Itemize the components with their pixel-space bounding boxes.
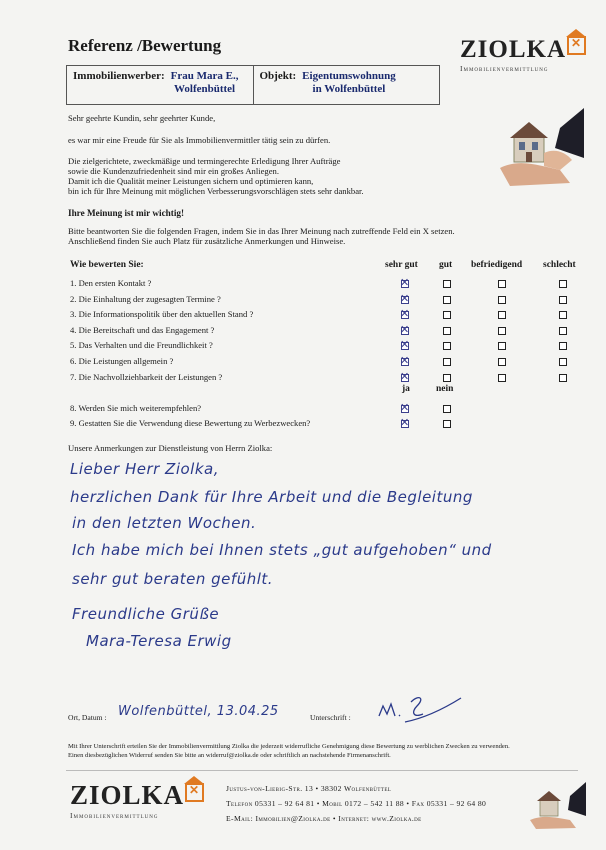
place-date-value: Wolfenbüttel, 13.04.25 — [118, 704, 279, 719]
rating-checkbox[interactable] — [443, 342, 451, 350]
footer-house-hands-illustration — [530, 782, 586, 830]
rating-checkbox[interactable] — [498, 296, 506, 304]
question-text: 7. Die Nachvollziehbarkeit der Leistungen ? — [70, 371, 223, 382]
buyer-label: Immobilienwerber: — [73, 70, 165, 82]
rating-checkbox[interactable] — [559, 296, 567, 304]
rating-checkbox[interactable] — [443, 296, 451, 304]
col-schlecht: schlecht — [543, 260, 576, 270]
house-logo-icon — [567, 36, 586, 55]
yes-no-question-text: 8. Werden Sie mich weiterempfehlen? — [70, 403, 202, 413]
footer-note-2: Einen diesbezüglichen Widerruf senden Sie bitte an widerruf@ziolka.de oder schriftlich an nachstehende Firmenanschrift. — [68, 752, 391, 759]
rating-checkbox[interactable] — [401, 327, 409, 335]
survey-heading: Wie bewerten Sie: — [70, 260, 144, 270]
question-text: 2. Die Einhaltung der zugesagten Termine ? — [70, 293, 221, 304]
object-label: Objekt: — [259, 70, 297, 82]
para-line-3: Damit ich die Qualität meiner Leistungen sichern und optimieren kann, — [68, 176, 314, 186]
rating-checkbox[interactable] — [443, 358, 451, 366]
rating-checkbox[interactable] — [498, 311, 506, 319]
footer-house-icon — [185, 783, 204, 802]
question-text: 3. Die Informationspolitik über den aktuellen Stand ? — [70, 309, 254, 320]
rating-checkbox[interactable] — [559, 311, 567, 319]
rating-checkbox[interactable] — [401, 296, 409, 304]
question-text: 6. Die Leistungen allgemein ? — [70, 356, 174, 366]
instruction-1: Bitte beantworten Sie die folgenden Fragen, indem Sie in das Ihrer Meinung nach zutreffende Feld ein X setzen. — [68, 226, 455, 236]
yes-no-checkbox[interactable] — [401, 405, 409, 413]
greeting: Sehr geehrte Kundin, sehr geehrter Kunde, — [68, 113, 216, 123]
rating-checkbox[interactable] — [498, 374, 506, 382]
yes-no-question-text: 9. Gestatten Sie die Verwendung diese Bewertung zu Werbezwecken? — [70, 418, 311, 428]
comment-line-7: Mara-Teresa Erwig — [86, 632, 232, 650]
rating-checkbox[interactable] — [443, 311, 451, 319]
rating-checkbox[interactable] — [498, 342, 506, 350]
footer-phone: Telefon 05331 – 92 64 81 • Mobil 0172 – 542 11 88 • Fax 05331 – 92 64 80 — [226, 799, 487, 808]
comment-line-5: sehr gut beraten gefühlt. — [72, 570, 274, 588]
rating-checkbox[interactable] — [559, 327, 567, 335]
yes-no-checkbox[interactable] — [443, 405, 451, 413]
company-logo: ZIOLKA✕ Immobilienvermittlung — [460, 36, 586, 73]
instruction-2: Anschließend finden Sie auch Platz für zusätzliche Anmerkungen und Hinweise. — [68, 236, 346, 246]
para-line-2: sowie die Kundenzufriedenheit sind mir ein großes Anliegen. — [68, 166, 279, 176]
rating-checkbox[interactable] — [401, 358, 409, 366]
col-sehr-gut: sehr gut — [385, 260, 418, 270]
para-line-1: Die zielgerichtete, zweckmäßige und termingerechte Erledigung Ihrer Aufträge — [68, 156, 341, 166]
question-text: 1. Den ersten Kontakt ? — [70, 278, 152, 288]
rating-checkbox[interactable] — [498, 358, 506, 366]
comment-line-1: Lieber Herr Ziolka, — [70, 460, 219, 478]
place-date-label: Ort, Datum : — [68, 713, 107, 722]
comments-label: Unsere Anmerkungen zur Dienstleistung von Herrn Ziolka: — [68, 443, 273, 453]
footer-web: E-Mail: Immobilien@Ziolka.de • Internet: www.Ziolka.de — [226, 814, 422, 823]
intro-line: es war mir eine Freude für Sie als Immobilienvermittler tätig sein zu dürfen. — [68, 135, 331, 145]
rating-checkbox[interactable] — [559, 342, 567, 350]
rating-checkbox[interactable] — [401, 311, 409, 319]
rating-checkbox[interactable] — [559, 358, 567, 366]
col-befriedigend: befriedigend — [471, 260, 523, 270]
buyer-value-2: Wolfenbüttel — [174, 83, 236, 95]
rating-checkbox[interactable] — [401, 342, 409, 350]
rating-checkbox[interactable] — [498, 280, 506, 288]
signature-label: Unterschrift : — [310, 713, 351, 722]
house-hands-illustration — [500, 108, 584, 188]
yes-no-checkbox[interactable] — [401, 420, 409, 428]
rating-checkbox[interactable] — [443, 327, 451, 335]
object-value-2: in Wolfenbüttel — [312, 83, 386, 95]
rating-checkbox[interactable] — [401, 280, 409, 288]
rating-checkbox[interactable] — [443, 374, 451, 382]
header-box — [66, 65, 440, 105]
opinion-heading: Ihre Meinung ist mir wichtig! — [68, 208, 185, 218]
footer-divider — [66, 770, 578, 771]
footer-note-1: Mit Ihrer Unterschrift erteilen Sie der Immobilienvermittlung Ziolka die jederzeit widerrufliche Genehmigung diese Bewertung zu werblichen Zwecken zu verwenden. — [68, 743, 510, 750]
page-title: Referenz /Bewertung — [68, 36, 222, 55]
object-value-1: Eigentumswohnung — [302, 70, 396, 82]
rating-checkbox[interactable] — [559, 280, 567, 288]
comment-line-2: herzlichen Dank für Ihre Arbeit und die Begleitung — [70, 488, 473, 506]
rating-checkbox[interactable] — [401, 374, 409, 382]
col-ja: ja — [402, 384, 410, 394]
handwritten-signature — [375, 688, 465, 733]
comment-line-3: in den letzten Wochen. — [72, 514, 257, 532]
comment-line-6: Freundliche Grüße — [72, 605, 220, 623]
rating-checkbox[interactable] — [443, 280, 451, 288]
rating-checkbox[interactable] — [559, 374, 567, 382]
buyer-value-1: Frau Mara E., — [170, 70, 239, 82]
footer-logo: ZIOLKA✕ Immobilienvermittlung — [70, 780, 204, 820]
yes-no-checkbox[interactable] — [443, 420, 451, 428]
question-text: 5. Das Verhalten und die Freundlichkeit ? — [70, 340, 213, 351]
rating-checkbox[interactable] — [498, 327, 506, 335]
comment-line-4: Ich habe mich bei Ihnen stets „gut aufgehoben“ und — [72, 541, 492, 559]
col-nein: nein — [436, 384, 454, 394]
question-text: 4. Die Bereitschaft und das Engagement ? — [70, 324, 215, 335]
para-line-4: bin ich für Ihre Meinung mit möglichen Verbesserungsvorschlägen stets sehr dankbar. — [68, 186, 364, 196]
col-gut: gut — [439, 260, 453, 270]
footer-address: Justus-von-Liebig-Str. 13 • 38302 Wolfenbüttel — [226, 784, 392, 793]
